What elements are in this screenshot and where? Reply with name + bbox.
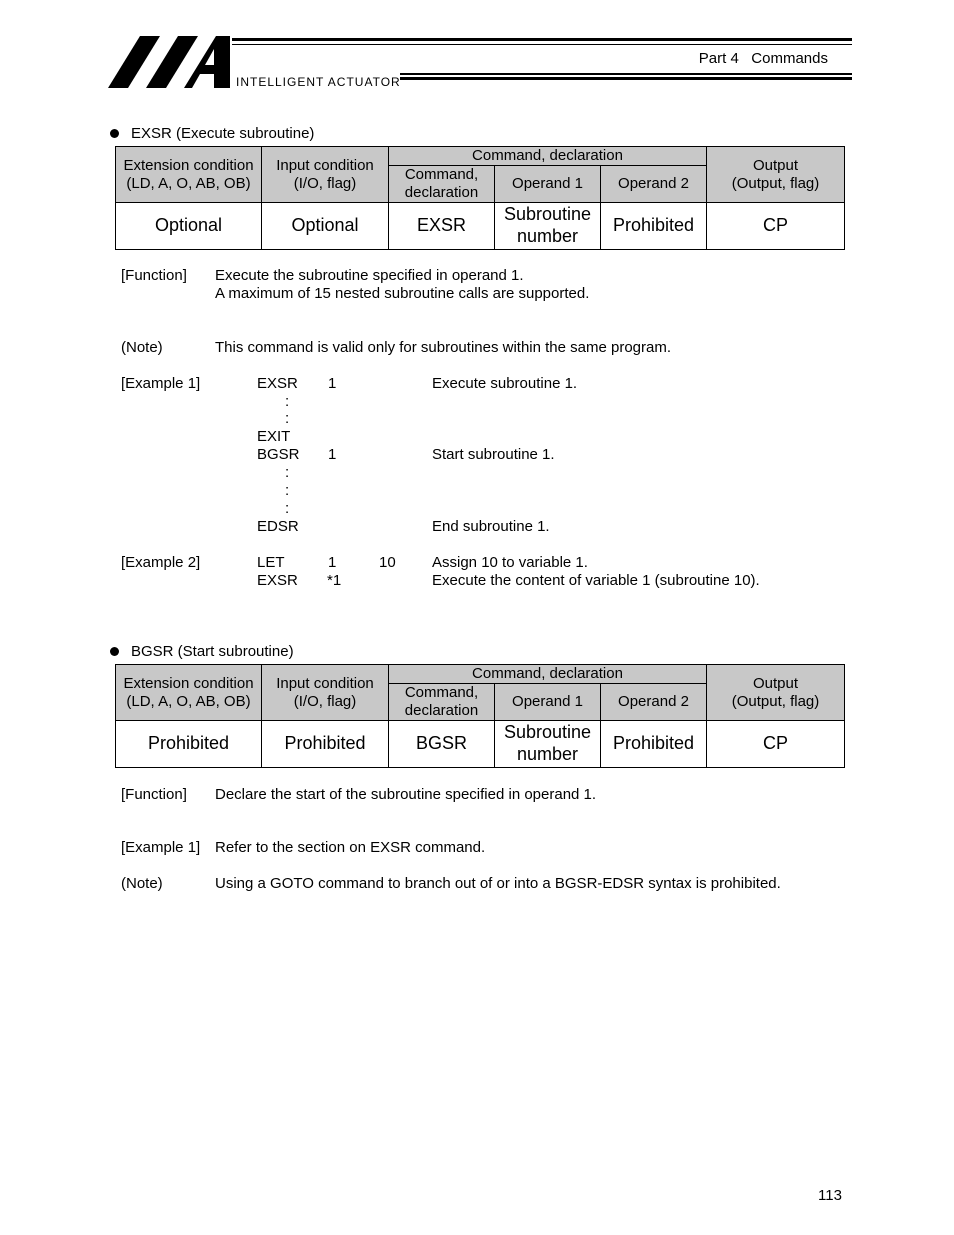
code-line: LET <box>257 554 285 571</box>
cell-operand-1: Subroutine number <box>495 721 601 768</box>
code-operand-1: *1 <box>327 572 342 589</box>
bgsr-example-1-label: [Example 1] <box>121 839 201 856</box>
header-command-declaration: Command, declaration <box>389 147 707 166</box>
cell-input: Prohibited <box>262 721 389 768</box>
code-line: EXSR <box>257 572 298 589</box>
exsr-note-text: This command is valid only for subroutines within the same program. <box>215 339 672 356</box>
header-rule-4 <box>400 77 852 80</box>
exsr-function-label: [Function] <box>121 267 187 284</box>
code-comment: Assign 10 to variable 1. <box>432 554 588 571</box>
ia-logo-mark <box>108 34 233 90</box>
header-operand-2: Operand 2 <box>601 166 707 203</box>
code-comment: Execute the content of variable 1 (subroutine 10). <box>432 572 760 589</box>
header-command-declaration: Command, declaration <box>389 665 707 684</box>
code-comment: End subroutine 1. <box>432 518 550 535</box>
code-operand-2: 10 <box>379 554 396 571</box>
header-output: Output (Output, flag) <box>707 147 845 203</box>
cell-operand-2: Prohibited <box>601 203 707 250</box>
bgsr-note-label: (Note) <box>121 875 163 892</box>
exsr-function-line-2: A maximum of 15 nested subroutine calls are supported. <box>215 285 590 302</box>
bgsr-function-label: [Function] <box>121 786 187 803</box>
brand-name: INTELLIGENT ACTUATOR <box>236 75 401 89</box>
bgsr-function-text: Declare the start of the subroutine specified in operand 1. <box>215 786 597 803</box>
cell-operand-2: Prohibited <box>601 721 707 768</box>
header-command: Command, declaration <box>389 684 495 721</box>
code-line: EXSR <box>257 375 298 392</box>
header-rule-top <box>232 38 852 41</box>
header-input-condition: Input condition (I/O, flag) <box>262 665 389 721</box>
cell-output: CP <box>707 721 845 768</box>
code-line: : <box>285 500 290 517</box>
header-extension-condition: Extension condition (LD, A, O, AB, OB) <box>116 665 262 721</box>
exsr-note-label: (Note) <box>121 339 163 356</box>
code-line: : <box>285 482 290 499</box>
code-line: EXIT <box>257 428 291 445</box>
code-comment: Execute subroutine 1. <box>432 375 578 392</box>
exsr-function-line-1: Execute the subroutine specified in operand 1. <box>215 267 524 284</box>
header-operand-1: Operand 1 <box>495 684 601 721</box>
header-input-condition: Input condition (I/O, flag) <box>262 147 389 203</box>
exsr-example-1-label: [Example 1] <box>121 375 201 392</box>
exsr-heading <box>110 125 314 142</box>
cell-command: EXSR <box>389 203 495 250</box>
bgsr-heading-text: BGSR (Start subroutine) <box>131 643 294 660</box>
cell-output: CP <box>707 203 845 250</box>
header-operand-2: Operand 2 <box>601 684 707 721</box>
code-line: BGSR <box>257 446 300 463</box>
part-label: Part 4 Commands <box>698 50 828 67</box>
page-number: 113 <box>818 1187 842 1204</box>
header-operand-1: Operand 1 <box>495 166 601 203</box>
cell-extension: Prohibited <box>116 721 262 768</box>
cell-extension: Optional <box>116 203 262 250</box>
bullet-icon <box>110 647 119 656</box>
bgsr-command-table <box>115 664 845 768</box>
code-line: : <box>285 393 290 410</box>
code-line: : <box>285 464 290 481</box>
code-operand-1: 1 <box>328 554 337 571</box>
code-operand-1: 1 <box>328 375 337 392</box>
cell-operand-1: Subroutine number <box>495 203 601 250</box>
bullet-icon <box>110 129 119 138</box>
bgsr-example-1-text: Refer to the section on EXSR command. <box>215 839 486 856</box>
cell-command: BGSR <box>389 721 495 768</box>
code-line: : <box>285 410 290 427</box>
code-line: EDSR <box>257 518 299 535</box>
cell-input: Optional <box>262 203 389 250</box>
header-command: Command, declaration <box>389 166 495 203</box>
exsr-heading-text: EXSR (Execute subroutine) <box>131 125 315 142</box>
header-rule-2 <box>232 44 852 45</box>
code-operand-1: 1 <box>328 446 337 463</box>
bgsr-heading <box>110 643 294 660</box>
company-logo <box>108 34 233 90</box>
code-comment: Start subroutine 1. <box>432 446 555 463</box>
header-rule-3 <box>400 73 852 75</box>
bgsr-note-text: Using a GOTO command to branch out of or into a BGSR-EDSR syntax is prohibited. <box>215 875 781 892</box>
exsr-command-table <box>115 146 845 250</box>
exsr-example-2-label: [Example 2] <box>121 554 201 571</box>
header-extension-condition: Extension condition (LD, A, O, AB, OB) <box>116 147 262 203</box>
header-output: Output (Output, flag) <box>707 665 845 721</box>
